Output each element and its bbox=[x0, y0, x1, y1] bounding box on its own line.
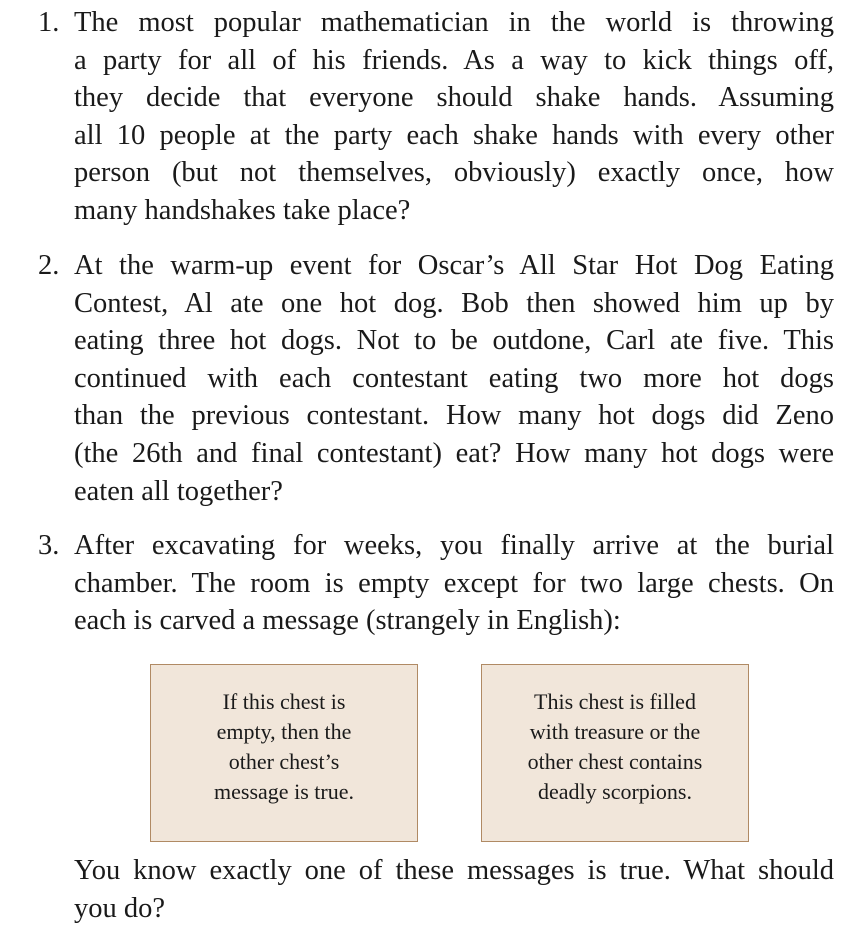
chest-line: other chest contains bbox=[527, 749, 703, 774]
text-line: (the 26th and final contestant) eat? How many hot dogs were bbox=[74, 437, 834, 469]
text-line: each is carved a message (strangely in English): bbox=[74, 605, 621, 637]
problem-number: 2. bbox=[38, 250, 60, 281]
chest-line: empty, then the bbox=[216, 719, 352, 744]
text-line: they decide that everyone should shake hands. Assuming bbox=[74, 82, 834, 114]
chest-line: with treasure or the bbox=[529, 719, 701, 744]
problem-number: 3. bbox=[38, 530, 60, 561]
text-line: chamber. The room is empty except for two large chests. On bbox=[74, 567, 834, 599]
text-line: person (but not themselves, obviously) exactly once, how bbox=[74, 157, 834, 189]
chest-right-message bbox=[500, 687, 730, 807]
text-line: After excavating for weeks, you finally arrive at the burial bbox=[74, 530, 834, 561]
text-line: a party for all of his friends. As a way to kick things off, bbox=[74, 44, 834, 76]
chest-line: This chest is filled bbox=[534, 689, 696, 714]
text-line: eaten all together? bbox=[74, 475, 283, 507]
problem-text bbox=[74, 4, 834, 230]
followup-question bbox=[74, 852, 834, 927]
chest-line: other chest’s bbox=[228, 749, 340, 774]
problem-number: 1. bbox=[38, 7, 60, 38]
text-line: The most popular mathematician in the world is throwing bbox=[74, 7, 834, 38]
chest-line: If this chest is bbox=[222, 689, 346, 714]
chest-line: message is true. bbox=[214, 779, 354, 804]
text-line: than the previous contestant. How many hot dogs did Zeno bbox=[74, 400, 834, 432]
text-line: You know exactly one of these messages is true. What should bbox=[74, 855, 834, 886]
chest-right-message-box bbox=[481, 664, 749, 842]
text-line: all 10 people at the party each shake hands with every other bbox=[74, 119, 834, 151]
text-line: you do? bbox=[74, 892, 166, 924]
chest-left-message bbox=[169, 687, 399, 807]
text-line: continued with each contestant eating two more hot dogs bbox=[74, 362, 834, 394]
problem-text bbox=[74, 527, 834, 640]
chest-left-message-box bbox=[150, 664, 418, 842]
text-line: eating three hot dogs. Not to be outdone, Carl ate five. This bbox=[74, 325, 834, 357]
text-line: At the warm-up event for Oscar’s All Star Hot Dog Eating bbox=[74, 250, 834, 281]
problem-text bbox=[74, 247, 834, 510]
text-line: many handshakes take place? bbox=[74, 194, 411, 226]
chest-line: deadly scorpions. bbox=[538, 779, 692, 804]
text-line: Contest, Al ate one hot dog. Bob then showed him up by bbox=[74, 287, 834, 319]
